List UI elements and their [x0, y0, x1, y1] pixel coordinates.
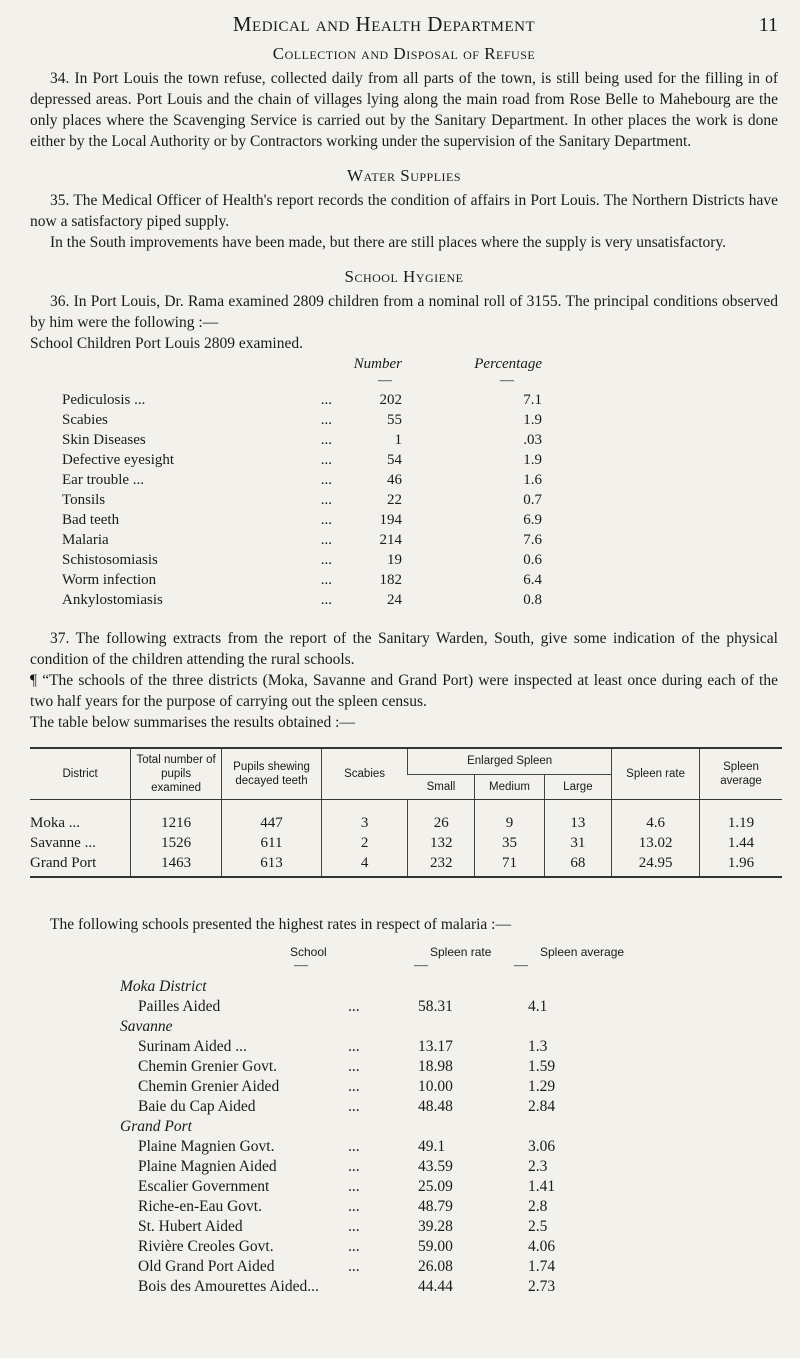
table-row	[62, 570, 778, 590]
th-average: Spleen average	[700, 748, 782, 800]
table-row	[62, 510, 778, 530]
table-row	[30, 1177, 778, 1197]
school-name: Escalier Government	[138, 1178, 270, 1195]
cell-small: 132	[408, 833, 475, 853]
school-name: Rivière Creoles Govt.	[138, 1238, 274, 1255]
spleen-census-table	[30, 747, 782, 878]
condition-name: Schistosomiasis	[62, 551, 158, 568]
cell-district: Grand Port	[30, 853, 131, 877]
paragraph: 37. The following extracts from the report of the Sanitary Warden, South, give some indication of the physical condition of the children attending the rural schools.	[30, 630, 778, 668]
condition-name: Skin Diseases	[62, 431, 146, 448]
leader-dots: ...	[320, 471, 332, 488]
cell-average: 1.19	[700, 800, 782, 834]
th-rate: Spleen rate	[612, 748, 700, 800]
spleen-rate: 43.59	[418, 1158, 453, 1175]
dash: —	[500, 373, 514, 388]
conditions-table	[62, 356, 778, 610]
table-row	[62, 390, 778, 410]
condition-name: Pediculosis ...	[62, 391, 146, 408]
dash: —	[514, 958, 528, 973]
cell-large: 68	[544, 853, 611, 877]
section-school-hygiene	[30, 267, 778, 354]
spleen-average: 2.3	[528, 1158, 548, 1175]
cell-total: 1216	[131, 800, 222, 834]
cell-medium: 71	[475, 853, 544, 877]
condition-percentage: 0.8	[523, 591, 542, 608]
leader-dots: ...	[348, 1258, 360, 1275]
th-district: District	[30, 748, 131, 800]
table-row	[30, 1277, 778, 1297]
leader-dots: ...	[348, 1078, 360, 1095]
spleen-average: 1.74	[528, 1258, 556, 1275]
cell-district: Moka ...	[30, 814, 80, 831]
cell-total: 1463	[131, 853, 222, 877]
spleen-rate: 44.44	[418, 1278, 453, 1295]
condition-name: Ankylostomiasis	[62, 591, 163, 608]
leader-dots: ...	[348, 1158, 360, 1175]
spleen-rate: 13.17	[418, 1038, 453, 1055]
paragraph: School Children Port Louis 2809 examined.	[30, 335, 303, 352]
school-name: Plaine Magnien Aided	[138, 1158, 277, 1175]
section-refuse	[30, 44, 778, 152]
cell-scabies: 4	[322, 853, 408, 877]
table-row	[30, 1197, 778, 1217]
spleen-rate: 49.1	[418, 1138, 446, 1155]
leader-dots: ...	[320, 491, 332, 508]
condition-percentage: 1.9	[523, 411, 542, 428]
leader-dots: ...	[348, 1198, 360, 1215]
spleen-average: 1.59	[528, 1058, 556, 1075]
condition-percentage: 6.9	[523, 511, 542, 528]
table-row	[62, 430, 778, 450]
table-row	[30, 833, 782, 853]
leader-dots: ...	[348, 1218, 360, 1235]
conditions-header	[62, 356, 778, 376]
condition-percentage: 6.4	[523, 571, 542, 588]
school-name: Pailles Aided	[138, 998, 221, 1015]
cell-decayed: 613	[222, 853, 322, 877]
table-row	[62, 450, 778, 470]
table-row	[30, 997, 778, 1017]
condition-number: 194	[379, 511, 402, 528]
cell-scabies: 3	[322, 800, 408, 834]
header-percentage: Percentage	[474, 356, 542, 372]
spleen-rate: 39.28	[418, 1218, 453, 1235]
school-name: Riche-en-Eau Govt.	[138, 1198, 262, 1215]
page-number: 11	[758, 14, 778, 36]
condition-percentage: 1.6	[523, 471, 542, 488]
cell-average: 1.44	[700, 833, 782, 853]
paragraph: 35. The Medical Officer of Health's report records the condition of affairs in Port Louis. The Northern Districts have now a satisfactory piped supply.	[30, 192, 778, 230]
condition-number: 46	[387, 471, 402, 488]
table-row	[30, 800, 782, 834]
spleen-average: 2.84	[528, 1098, 556, 1115]
leader-dots: ...	[320, 391, 332, 408]
leader-dots: ...	[320, 571, 332, 588]
leader-dots	[348, 1277, 418, 1297]
section-title: School Hygiene	[344, 267, 464, 286]
condition-percentage: .03	[523, 431, 542, 448]
table-row	[62, 410, 778, 430]
header-school: School	[290, 945, 327, 959]
school-name: Bois des Amourettes Aided...	[138, 1278, 319, 1295]
condition-number: 19	[387, 551, 402, 568]
table-row	[62, 530, 778, 550]
cell-medium: 9	[475, 800, 544, 834]
leader-dots: ...	[348, 1038, 360, 1055]
malaria-intro: The following schools presented the highest rates in respect of malaria :—	[50, 916, 511, 933]
school-name: Chemin Grenier Govt.	[138, 1058, 278, 1075]
dash: —	[378, 373, 392, 388]
section-water	[30, 166, 778, 253]
th-total: Total number of pupils examined	[131, 748, 222, 800]
spleen-average: 2.73	[528, 1278, 556, 1295]
spleen-rate: 25.09	[418, 1178, 453, 1195]
cell-average: 1.96	[700, 853, 782, 877]
leader-dots: ...	[320, 591, 332, 608]
district-heading: Moka District	[120, 978, 207, 995]
table-row	[30, 1257, 778, 1277]
district-heading: Savanne	[120, 1018, 173, 1035]
cell-district: Savanne ...	[30, 834, 96, 851]
spleen-rate: 48.48	[418, 1098, 453, 1115]
condition-number: 182	[379, 571, 402, 588]
cell-small: 232	[408, 853, 475, 877]
condition-percentage: 0.6	[523, 551, 542, 568]
spleen-average: 1.41	[528, 1178, 556, 1195]
table-row	[62, 590, 778, 610]
table-row	[62, 550, 778, 570]
condition-number: 202	[379, 391, 402, 408]
spleen-rate: 48.79	[418, 1198, 453, 1215]
condition-percentage: 7.6	[523, 531, 542, 548]
cell-large: 13	[544, 800, 611, 834]
leader-dots: ...	[320, 411, 332, 428]
table-row	[30, 1137, 778, 1157]
dash: —	[414, 958, 428, 973]
spleen-rate: 10.00	[418, 1078, 453, 1095]
condition-number: 214	[379, 531, 402, 548]
spleen-average: 2.8	[528, 1198, 548, 1215]
cell-rate: 24.95	[612, 853, 700, 877]
cell-medium: 35	[475, 833, 544, 853]
condition-percentage: 0.7	[523, 491, 542, 508]
table-row	[30, 1057, 778, 1077]
district-heading: Grand Port	[120, 1118, 192, 1135]
table-row	[30, 1097, 778, 1117]
leader-dots: ...	[348, 1098, 360, 1115]
condition-name: Worm infection	[62, 571, 157, 588]
leader-dots: ...	[320, 431, 332, 448]
condition-name: Defective eyesight	[62, 451, 175, 468]
leader-dots: ...	[348, 1238, 360, 1255]
condition-number: 54	[387, 451, 402, 468]
table-row	[30, 1037, 778, 1057]
section-title: Collection and Disposal of Refuse	[272, 44, 536, 63]
spleen-average: 1.3	[528, 1038, 548, 1055]
table-row	[30, 1217, 778, 1237]
school-name: Surinam Aided ...	[138, 1038, 247, 1055]
header-spleen-rate: Spleen rate	[430, 945, 492, 959]
spleen-rate: 26.08	[418, 1258, 453, 1275]
condition-number: 22	[387, 491, 402, 508]
cell-rate: 13.02	[612, 833, 700, 853]
paragraph: ¶ “The schools of the three districts (Moka, Savanne and Grand Port) were inspected at least once during each of the two half years for the purpose of carrying out the spleen census.	[30, 672, 778, 710]
cell-scabies: 2	[322, 833, 408, 853]
condition-name: Tonsils	[62, 491, 106, 508]
th-medium: Medium	[475, 774, 544, 799]
cell-rate: 4.6	[612, 800, 700, 834]
cell-decayed: 447	[222, 800, 322, 834]
paragraph-37	[30, 628, 778, 733]
condition-name: Ear trouble ...	[62, 471, 145, 488]
table-row	[62, 470, 778, 490]
running-title: Medical and Health Department	[232, 12, 536, 36]
table-row	[30, 1237, 778, 1257]
spleen-average: 4.06	[528, 1238, 556, 1255]
spleen-average: 1.29	[528, 1078, 556, 1095]
condition-name: Scabies	[62, 411, 108, 428]
th-enlarged: Enlarged Spleen	[408, 748, 612, 774]
spleen-rate: 59.00	[418, 1238, 453, 1255]
table-row	[30, 853, 782, 877]
paragraph: 34. In Port Louis the town refuse, collected daily from all parts of the town, is still being used for the filling in of depressed areas. Port Louis and the chain of villages lying along the main road from Rose Belle to Mahebourg are the only places where the Scavenging Service is carried out by the Sanitary Department. In other places the work is done either by the Local Authority or by Contractors working under the supervision of the Sanitary Department.	[30, 70, 778, 150]
leader-dots: ...	[320, 451, 332, 468]
paragraph: The table below summarises the results obtained :—	[30, 714, 355, 731]
condition-name: Bad teeth	[62, 511, 120, 528]
condition-percentage: 1.9	[523, 451, 542, 468]
leader-dots: ...	[320, 511, 332, 528]
cell-total: 1526	[131, 833, 222, 853]
school-name: Chemin Grenier Aided	[138, 1078, 280, 1095]
spleen-average: 3.06	[528, 1138, 556, 1155]
school-name: Old Grand Port Aided	[138, 1258, 275, 1275]
school-name: St. Hubert Aided	[138, 1218, 243, 1235]
leader-dots: ...	[320, 531, 332, 548]
leader-dots: ...	[348, 1058, 360, 1075]
dash: —	[294, 958, 308, 973]
condition-number: 55	[387, 411, 402, 428]
condition-number: 24	[387, 591, 402, 608]
condition-name: Malaria	[62, 531, 109, 548]
th-large: Large	[544, 774, 611, 799]
paragraph: 36. In Port Louis, Dr. Rama examined 2809 children from a nominal roll of 3155. The principal conditions observed by him were the following :—	[30, 293, 778, 331]
section-title: Water Supplies	[346, 166, 462, 185]
cell-large: 31	[544, 833, 611, 853]
spleen-average: 2.5	[528, 1218, 548, 1235]
leader-dots: ...	[348, 1138, 360, 1155]
condition-number: 1	[394, 431, 402, 448]
th-small: Small	[408, 774, 475, 799]
th-decayed: Pupils shewing decayed teeth	[222, 748, 322, 800]
leader-dots: ...	[320, 551, 332, 568]
page-header	[30, 0, 778, 44]
leader-dots: ...	[348, 1178, 360, 1195]
cell-decayed: 611	[222, 833, 322, 853]
leader-dots: ...	[348, 998, 360, 1015]
table-row	[30, 1157, 778, 1177]
spleen-rate: 18.98	[418, 1058, 453, 1075]
header-number: Number	[353, 356, 402, 372]
table-row	[62, 490, 778, 510]
school-name: Plaine Magnien Govt.	[138, 1138, 275, 1155]
condition-percentage: 7.1	[523, 391, 542, 408]
cell-small: 26	[408, 800, 475, 834]
school-name: Baie du Cap Aided	[138, 1098, 256, 1115]
table-row	[30, 1077, 778, 1097]
header-spleen-average: Spleen average	[540, 945, 625, 959]
spleen-rate: 58.31	[418, 998, 453, 1015]
th-scabies: Scabies	[322, 748, 408, 800]
spleen-average: 4.1	[528, 998, 548, 1015]
paragraph: In the South improvements have been made, but there are still places where the supply is very unsatisfactory.	[50, 234, 727, 251]
malaria-schools-table	[30, 914, 778, 1297]
